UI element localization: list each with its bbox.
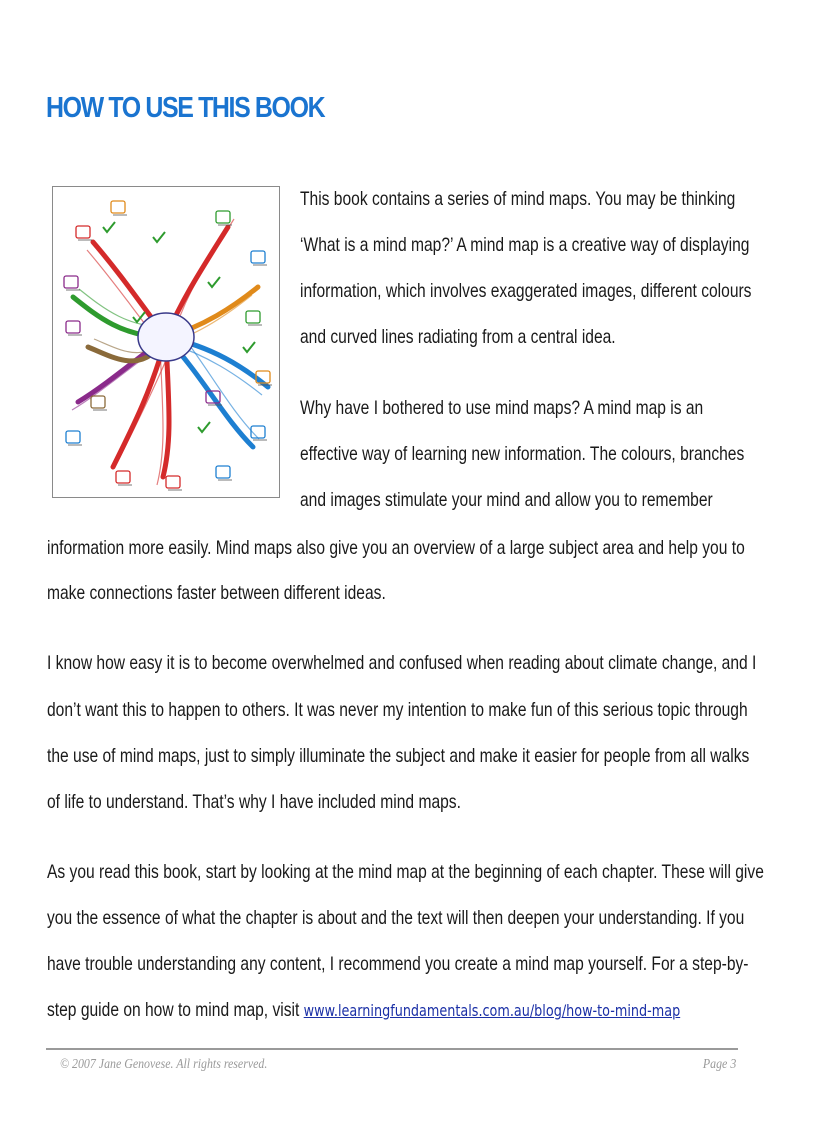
mind-map-doodle bbox=[66, 431, 80, 443]
paragraph-4-line-2: you the essence of what the chapter is about and the text will then deepen your understanding. If you bbox=[47, 907, 745, 929]
footer-copyright: © 2007 Jane Genovese. All rights reserved. bbox=[60, 1057, 268, 1072]
paragraph-4-line-3: have trouble understanding any content, I recommend you create a mind map yourself. For a step-by- bbox=[47, 953, 749, 975]
paragraph-2-line-5: make connections faster between different ideas. bbox=[47, 582, 386, 604]
paragraph-4-line-1: As you read this book, start by looking at the mind map at the beginning of each chapter. These will give bbox=[47, 861, 764, 883]
mind-map-doodle bbox=[76, 226, 90, 238]
paragraph-2-line-1: Why have I bothered to use mind maps? A mind map is an bbox=[300, 397, 704, 419]
mind-map-doodle bbox=[246, 311, 260, 323]
mind-map-doodle bbox=[116, 471, 130, 483]
paragraph-3-line-1: I know how easy it is to become overwhelmed and confused when reading about climate change, and I bbox=[47, 652, 757, 674]
check-mark-icon bbox=[243, 342, 255, 352]
paragraph-4-line-4-text: step guide on how to mind map, visit bbox=[47, 999, 304, 1021]
mind-map-doodle bbox=[216, 466, 230, 478]
paragraph-1-line-2: ‘What is a mind map?’ A mind map is a creative way of displaying bbox=[300, 234, 750, 256]
footer-page-number: Page 3 bbox=[702, 1057, 736, 1072]
paragraph-2-line-4: information more easily. Mind maps also give you an overview of a large subject area and help you to bbox=[47, 537, 745, 559]
paragraph-1-line-3: information, which involves exaggerated images, different colours bbox=[300, 280, 752, 302]
paragraph-2-line-3: and images stimulate your mind and allow you to remember bbox=[300, 489, 713, 511]
mind-map-drawing bbox=[53, 187, 279, 497]
mind-map-doodle bbox=[251, 251, 265, 263]
check-mark-icon bbox=[198, 422, 210, 432]
footer-divider bbox=[46, 1048, 738, 1050]
mind-map-central-idea bbox=[138, 313, 194, 361]
mind-map-doodle bbox=[111, 201, 125, 213]
check-mark-icon bbox=[103, 222, 115, 232]
paragraph-3-line-3: the use of mind maps, just to simply illuminate the subject and make it easier for people from all walks bbox=[47, 745, 750, 767]
paragraph-4-line-4 bbox=[47, 998, 680, 1023]
mind-map-doodle bbox=[91, 396, 105, 408]
check-mark-icon bbox=[208, 277, 220, 287]
mind-map-doodle bbox=[216, 211, 230, 223]
page-title: HOW TO USE THIS BOOK bbox=[46, 92, 325, 124]
paragraph-1-line-1: This book contains a series of mind maps. You may be thinking bbox=[300, 188, 736, 210]
paragraph-2-line-2: effective way of learning new information. The colours, branches bbox=[300, 443, 745, 465]
mind-map-image bbox=[52, 186, 280, 498]
paragraph-3-line-4: of life to understand. That’s why I have included mind maps. bbox=[47, 791, 461, 813]
paragraph-1-line-4: and curved lines radiating from a central idea. bbox=[300, 326, 616, 348]
check-mark-icon bbox=[153, 232, 165, 242]
mind-map-doodle bbox=[166, 476, 180, 488]
paragraph-3-line-2: don’t want this to happen to others. It was never my intention to make fun of this serious topic through bbox=[47, 699, 748, 721]
mind-map-guide-link[interactable]: www.learningfundamentals.com.au/blog/how-to-mind-map bbox=[303, 1001, 681, 1020]
mind-map-doodle bbox=[64, 276, 78, 288]
mind-map-doodle bbox=[66, 321, 80, 333]
